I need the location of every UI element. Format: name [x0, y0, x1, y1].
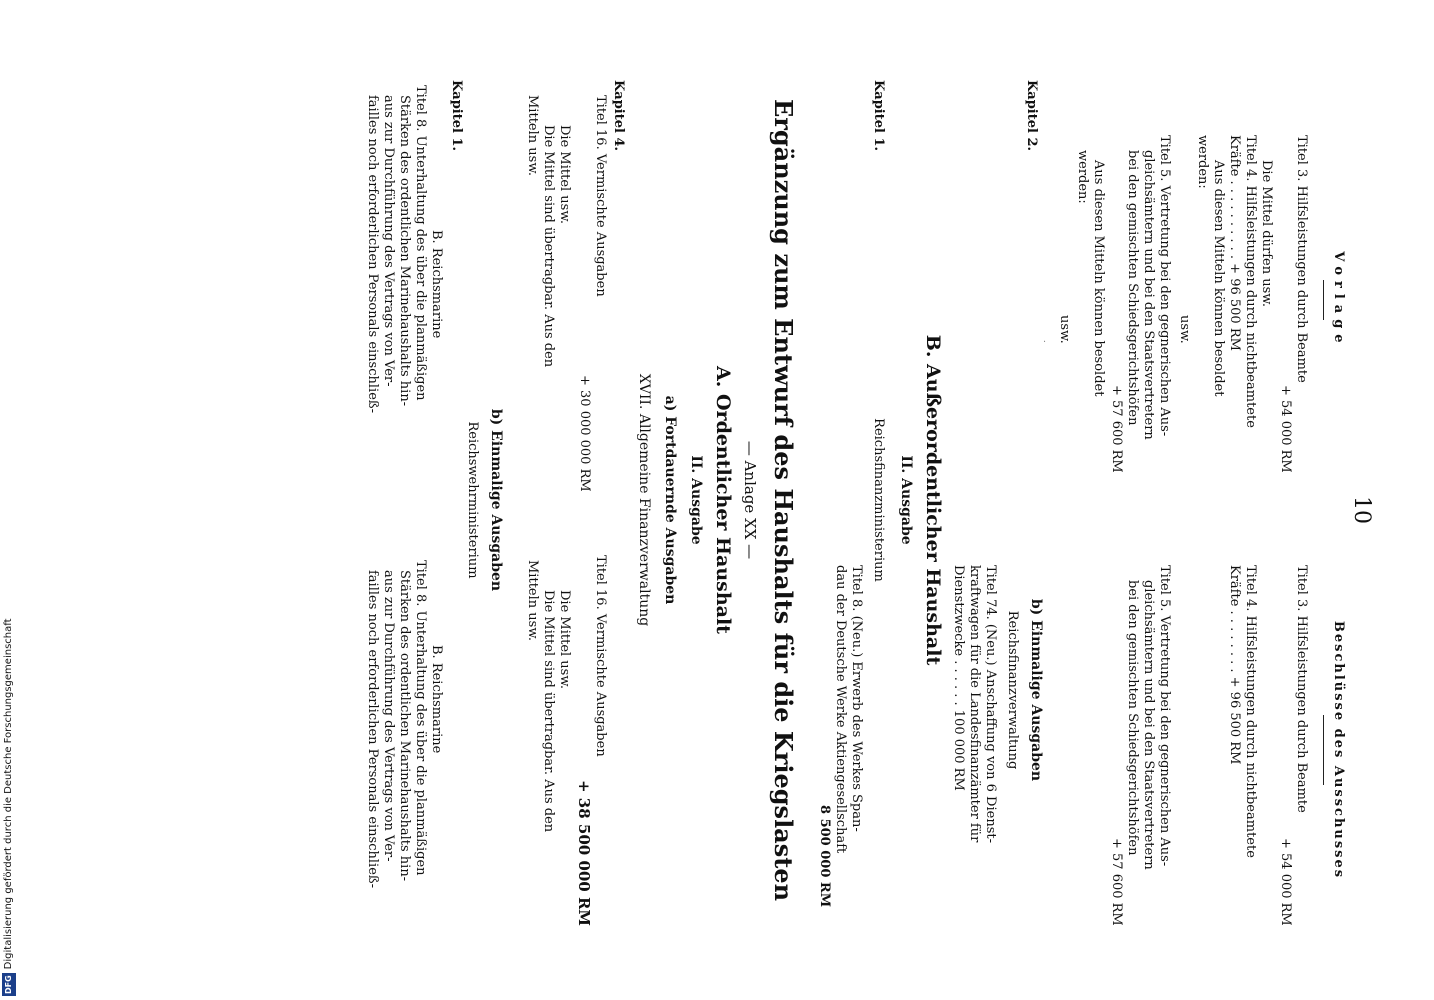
titel5-line: bei den gemischten Schiedsgerichtshöfen	[1125, 150, 1140, 426]
mittel-line: Die Mittel sind übertragbar. Aus den	[541, 125, 556, 368]
t8-line: Stärken des ordentlichen Marinehaushalts hin-	[397, 95, 412, 407]
scan-speck: .	[1042, 340, 1051, 343]
t8-line: Titel 8. Unterhaltung des über die planmäßigen	[413, 85, 428, 401]
t74-line: Titel 74. (Neu.) Anschaffung von 6 Dienst-	[983, 565, 998, 843]
t74-line: kraftwagen für die Landesfinanzämter für	[967, 565, 982, 843]
aus-line: werden:	[1075, 150, 1090, 204]
titel3-amount: + 54 000 RM	[1278, 385, 1293, 473]
t8-line: failles noch erforderlichen Personals einschließ-	[365, 570, 380, 888]
mittel-line: Die Mittel sind übertragbar. Aus den	[541, 590, 556, 833]
titel4-line: Kräfte . . . . . . . . . . + 96 500 RM	[1227, 135, 1242, 351]
einmalige-heading: b) Einmalige Ausgaben	[488, 408, 504, 592]
titel4-line: Aus diesen Mitteln können besoldet	[1211, 160, 1226, 397]
mittel-line: Die Mittel usw.	[557, 590, 572, 690]
t8-line: failles noch erforderlichen Personals einschließ-	[365, 95, 380, 413]
mittel-line: Mitteln usw.	[525, 95, 540, 177]
section-a-title: A. Ordentlicher Haushalt	[712, 366, 734, 634]
kapitel-label: Kapitel 4.	[611, 80, 626, 152]
page-number: 10	[1349, 496, 1374, 524]
usw: usw.	[1177, 315, 1192, 344]
divider	[1323, 715, 1324, 785]
digitization-footer	[2, 0, 18, 996]
mittel-note: Die Mittel dürfen usw.	[1259, 160, 1274, 307]
ministerium-heading: Reichsfinanzministerium	[871, 418, 886, 582]
titel5-line: Titel 5. Vertretung bei den gegnerischen Aus-	[1157, 565, 1172, 867]
t8-line: aus zur Durchführung des Vertrags von Ver-	[381, 570, 396, 862]
mittel-line: Die Mittel usw.	[557, 125, 572, 225]
titel4-line: Titel 4. Hilfsleistungen durch nichtbeamtete	[1243, 565, 1258, 858]
right-column-header: Beschlüsse des Ausschusses	[1331, 620, 1346, 880]
fortdauernde-heading: a) Fortdauernde Ausgaben	[662, 395, 678, 605]
titel5-amount: + 57 600 RM	[1109, 385, 1124, 473]
divider	[1323, 280, 1324, 320]
t16-line: Titel 16. Vermischte Ausgaben	[593, 95, 608, 297]
section-b-ausgabe: II. Ausgabe	[898, 455, 914, 545]
section-heading: b) Einmalige Ausgaben	[1028, 598, 1044, 782]
t8-line: Titel 8. (Neu.) Erwerb des Werkes Span-	[849, 565, 864, 832]
titel3-amount: + 54 000 RM	[1278, 838, 1293, 926]
t8-amount: 8 500 000 RM	[817, 805, 832, 908]
footer-text: Digitalisierung gefördert durch die Deutsche Forschungsgemeinschaft	[3, 618, 14, 970]
t8-line: dau der Deutsche Werke Aktiengesellschaft	[833, 565, 848, 854]
t8-line: aus zur Durchführung des Vertrags von Ver-	[381, 95, 396, 387]
left-column-header: Vorlage	[1331, 251, 1346, 349]
dfg-logo: DFG	[2, 973, 16, 996]
titel3-text: Titel 3. Hilfsleistungen durch Beamte	[1294, 565, 1309, 813]
t16-amount: + 30 000 000 RM	[577, 375, 592, 492]
anlage-label: — Anlage XX —	[741, 440, 759, 560]
t74-line: Dienstzwecke . . . . . . 100 000 RM	[951, 565, 966, 791]
t16-amount: + 38 500 000 RM	[575, 780, 593, 927]
mittel-line: Mitteln usw.	[525, 560, 540, 642]
t8-line: Titel 8. Unterhaltung des über die planmäßigen	[413, 560, 428, 876]
titel5-line: gleichsämtern und bei den Staatsvertretern	[1141, 580, 1156, 870]
aus-line: Aus diesen Mitteln können besoldet	[1091, 160, 1106, 397]
verwaltung-heading: Reichsfinanzverwaltung	[1005, 610, 1020, 770]
titel3-text: Titel 3. Hilfsleistungen durch Beamte	[1294, 135, 1309, 383]
kapitel-label: Kapitel 1.	[449, 80, 464, 152]
xvii-heading: XVII. Allgemeine Finanzverwaltung	[636, 373, 652, 627]
titel5-amount: + 57 600 RM	[1109, 838, 1124, 926]
titel4-line: Kräfte . . . . . . . . + 96 500 RM	[1227, 565, 1242, 765]
t16-line: Titel 16. Vermischte Ausgaben	[593, 555, 608, 757]
titel4-line: werden:	[1195, 135, 1210, 189]
titel5-line: bei den gemischten Schiedsgerichtshöfen	[1125, 580, 1140, 856]
ministerium-heading: Reichswehrministerium	[465, 421, 480, 579]
kapitel-label: Kapitel 2.	[1024, 80, 1039, 152]
marine-heading: B. Reichsmarine	[429, 230, 444, 339]
marine-heading: B. Reichsmarine	[429, 645, 444, 754]
section-b-title: B. Außerordentlicher Haushalt	[922, 334, 944, 666]
t8-line: Stärken des ordentlichen Marinehaushalts hin-	[397, 570, 412, 882]
usw: usw.	[1057, 315, 1072, 344]
main-title: Ergänzung zum Entwurf des Haushalts für die Kriegslasten	[769, 98, 798, 902]
titel5-line: Titel 5. Vertretung bei den gegnerischen Aus-	[1157, 135, 1172, 437]
titel4-line: Titel 4. Hilfsleistungen durch nichtbeamtete	[1243, 135, 1258, 428]
titel5-line: gleichsämtern und bei den Staatsvertretern	[1141, 150, 1156, 440]
kapitel-label: Kapitel 1.	[871, 80, 886, 152]
section-a-ausgabe: II. Ausgabe	[688, 455, 704, 545]
